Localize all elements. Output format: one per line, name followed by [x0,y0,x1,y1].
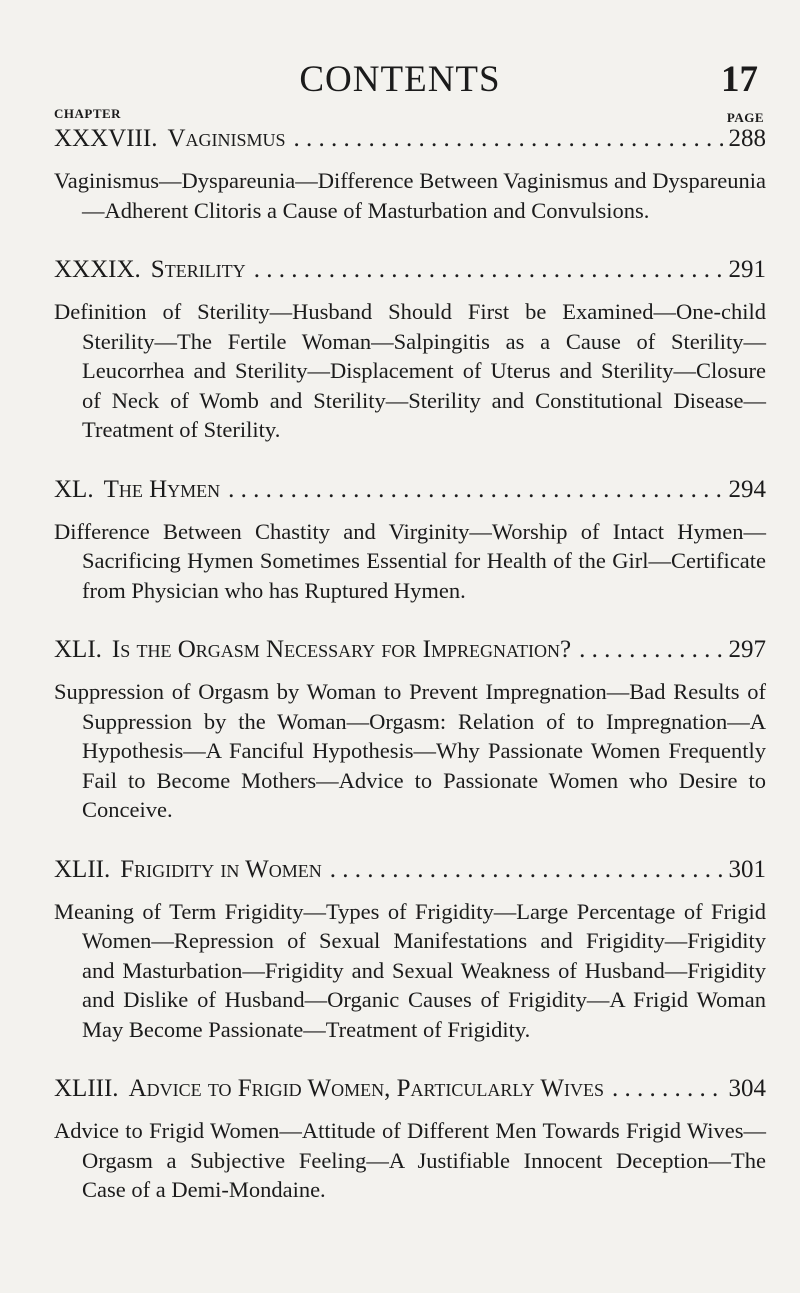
chapter-summary: Suppression of Orgasm by Woman to Prevent Impregnation—Bad Results of Suppression by the Woman—Orgasm: Relation of to Impregnation—A Hypothesis—A Fanciful Hypothesis—Why Passionate Women Frequently Fail to Become Mothers—Advice to Passionate Women who Desire to Conceive. [54,679,766,822]
chapter-number: XLIII. [54,1075,119,1102]
chapter-number: XLII. [54,855,111,883]
chapter-summary: Definition of Sterility—Husband Should First be Examined—One-child Sterility—The Fertile Woman—Salpingitis as a Cause of Sterility—Leucorrhea and Sterility—Displacement of Uterus and Sterility—Closure of Neck of Womb and Sterility—Sterility and Constitutional Disease—Treatment of Sterility. [54,299,766,442]
dot-leader [286,124,723,154]
page-number: 17 [721,59,758,100]
chapter-page: 288 [728,125,766,152]
toc-entry [54,255,766,445]
chapter-title: The Hymen [103,475,221,503]
chapter-column-label: CHAPTER [54,106,122,121]
chapter-page: 304 [728,1075,766,1102]
toc-entry-heading [54,475,766,505]
chapter-summary: Vaginismus—Dyspareunia—Difference Between Vaginismus and Dyspareunia—Adherent Clitoris a Cause of Masturbation and Convulsions. [54,168,766,223]
chapter-title: Sterility [150,256,246,283]
toc-entry-heading [54,124,766,154]
column-labels [54,106,764,125]
toc-entry-heading [54,1074,766,1104]
chapter-summary: Meaning of Term Frigidity—Types of Frigidity—Large Percentage of Frigid Women—Repression of Sexual Manifestations and Frigidity—Frigidity and Masturbation—Frigidity and Sexual Weakness of Husband—Frigidity and Dislike of Husband—Organic Causes of Frigidity—A Frigid Woman May Become Passionate—Treatment of Frigidity. [54,898,766,1042]
chapter-title: Frigidity in Women [120,855,322,883]
dot-leader [246,255,723,285]
page-title: CONTENTS [299,59,501,100]
toc-entry [54,475,766,606]
chapter-page: 294 [728,475,766,503]
chapter-page: 297 [728,636,766,663]
dot-leader [322,855,723,885]
chapter-number: XL. [54,475,94,503]
chapter-summary: Advice to Frigid Women—Attitude of Different Men Towards Frigid Wives—Orgasm a Subjective Feeling—A Justifiable Innocent Deception—The Case of a Demi-Mondaine. [54,1118,766,1202]
toc-entry [54,1074,766,1205]
chapter-number: XXXVIII. [54,125,158,152]
chapter-title: Vaginismus [167,125,286,152]
chapter-page: 301 [728,855,766,883]
dot-leader [604,1074,723,1104]
chapter-number: XXXIX. [54,256,141,283]
toc-entry [54,635,766,825]
toc-entry [54,855,766,1045]
toc-entry-heading [54,855,766,885]
table-of-contents [54,124,766,1235]
chapter-number: XLI. [54,636,102,663]
dot-leader [571,635,722,665]
chapter-title: Is the Orgasm Necessary for Impregnation? [111,636,572,663]
running-head [0,58,800,98]
toc-entry-heading [54,635,766,665]
dot-leader [220,475,722,505]
page-column-label: PAGE [726,110,764,125]
chapter-page: 291 [728,256,766,283]
chapter-title: Advice to Frigid Women, Particularly Wives [128,1075,604,1102]
chapter-summary: Difference Between Chastity and Virginity—Worship of Intact Hymen—Sacrificing Hymen Sometimes Essential for Health of the Girl—Certificate from Physician who has Ruptured Hymen. [54,518,766,603]
toc-entry-heading [54,255,766,285]
toc-entry [54,124,766,225]
